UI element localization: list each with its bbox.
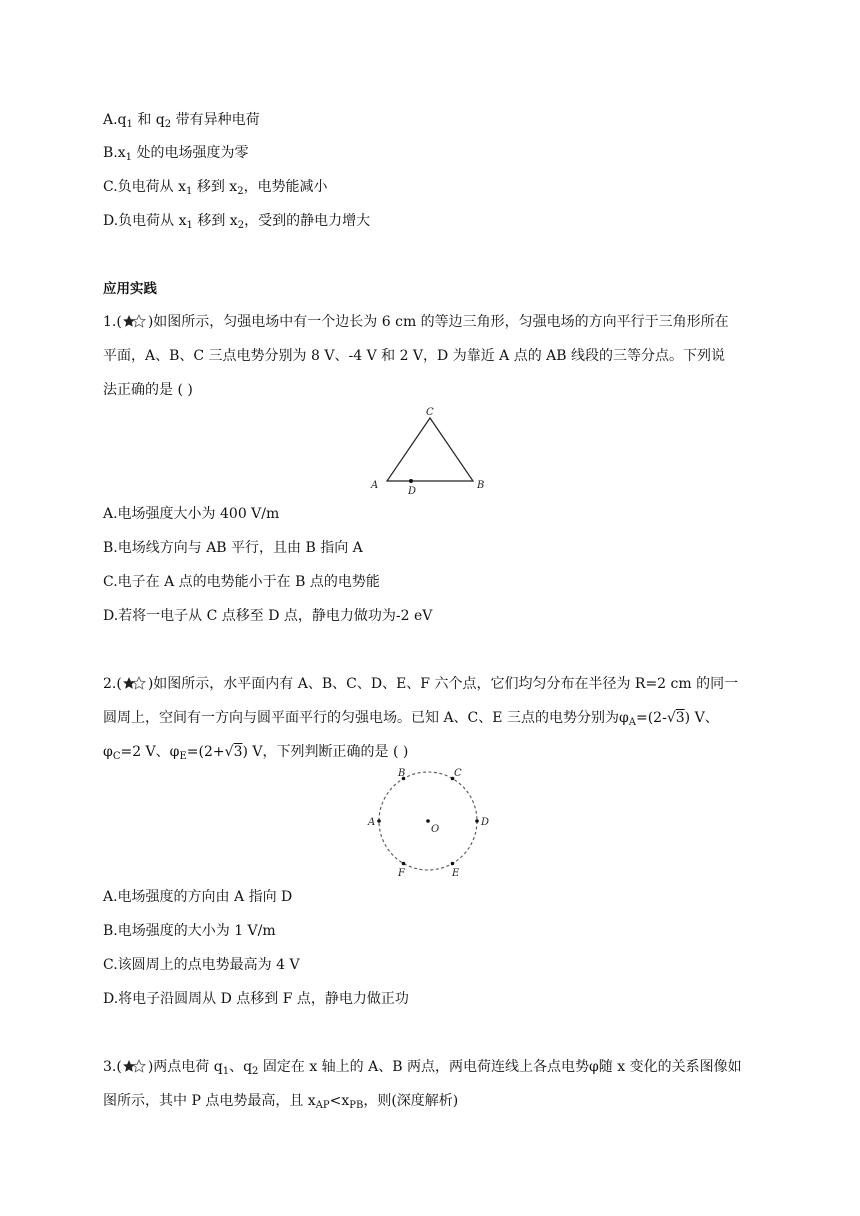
q1-line3: 法正确的是 ( ) [103, 382, 193, 398]
label-o: O [431, 824, 440, 835]
label-a: A [371, 480, 379, 491]
label-c: C [454, 768, 462, 779]
difficulty-star-icon [122, 1059, 148, 1073]
point-d-dot [409, 479, 413, 483]
q2-line1: 2.( )如图所示，水平面内有 A、B、C、D、E、F 六个点，它们均匀分布在半径为 R=2 cm 的同一 [103, 676, 739, 692]
q2-option-a: A.电场强度的方向由 A 指向 D [103, 889, 293, 905]
q3-line2: 图所示，其中 P 点电势最高，且 $x_{AP}<x_{PB}$，则(深度解析) [103, 1093, 459, 1111]
point-d-dot [475, 819, 479, 823]
label-b: B [477, 480, 485, 491]
q2-option-b: B.电场强度的大小为 1 V/m [103, 923, 276, 939]
q1-line2: 平面，A、B、C 三点电势分别为 8 V、-4 V 和 2 V，D 为靠近 A 点的 AB 线段的三等分点。下列说 [103, 348, 726, 364]
point-o-dot [426, 819, 430, 823]
prev-option-a: $A.q_1$ 和 $q_2$ 带有异种电荷 [103, 112, 260, 130]
difficulty-star-icon [122, 314, 148, 328]
point-a-dot [377, 819, 381, 823]
q2-option-d: D.将电子沿圆周从 D 点移到 F 点，静电力做正功 [103, 991, 409, 1007]
label-a: A [368, 817, 376, 828]
label-e: E [452, 868, 460, 879]
difficulty-star-icon [122, 676, 148, 690]
triangle-shape [387, 418, 473, 481]
section-title: 应用实践 [103, 281, 157, 297]
label-f: F [398, 868, 405, 879]
q1-line1: 1.( )如图所示，匀强电场中有一个边长为 6 cm 的等边三角形，匀强电场的方向平行于三角形所在 [103, 314, 729, 330]
q3-line1: 3.( )两点电荷 $q_1$、$q_2$ 固定在 x 轴上的 A、B 两点，两电荷连线上各点电势φ随 x 变化的关系图像如 [103, 1059, 742, 1077]
prev-option-b: $B.x_1$ 处的电场强度为零 [103, 145, 249, 163]
q2-line3: $\varphi_C=2$ V、$\varphi_E=(2+√3)$ V，下列判断正确的是 ( ) [103, 744, 409, 762]
triangle-figure [364, 404, 492, 496]
prev-option-c: C.负电荷从 $x_1$ 移到 $x_2$，电势能减小 [103, 179, 328, 197]
point-f-dot [402, 862, 406, 866]
prev-option-d: D.负电荷从 $x_1$ 移到 $x_2$，受到的静电力增大 [103, 213, 371, 231]
label-d: D [408, 486, 417, 496]
label-c: C [426, 407, 434, 418]
label-d: D [481, 817, 490, 828]
q1-option-b: B.电场线方向与 AB 平行，且由 B 指向 A [103, 540, 363, 556]
q2-line2: 圆周上，空间有一方向与圆平面平行的匀强电场。已知 A、C、E 三点的电势分别为$\varphi_A=(2-√3)$ V、 [103, 710, 719, 728]
q1-option-c: C.电子在 A 点的电势能小于在 B 点的电势能 [103, 574, 380, 590]
q1-option-d: D.若将一电子从 C 点移至 D 点，静电力做功为-2 eV [103, 608, 433, 624]
label-b: B [398, 768, 406, 779]
q1-option-a: A.电场强度大小为 400 V/m [103, 506, 280, 522]
q2-option-c: C.该圆周上的点电势最高为 4 V [103, 957, 300, 973]
point-e-dot [451, 862, 455, 866]
circle-figure [362, 762, 496, 880]
